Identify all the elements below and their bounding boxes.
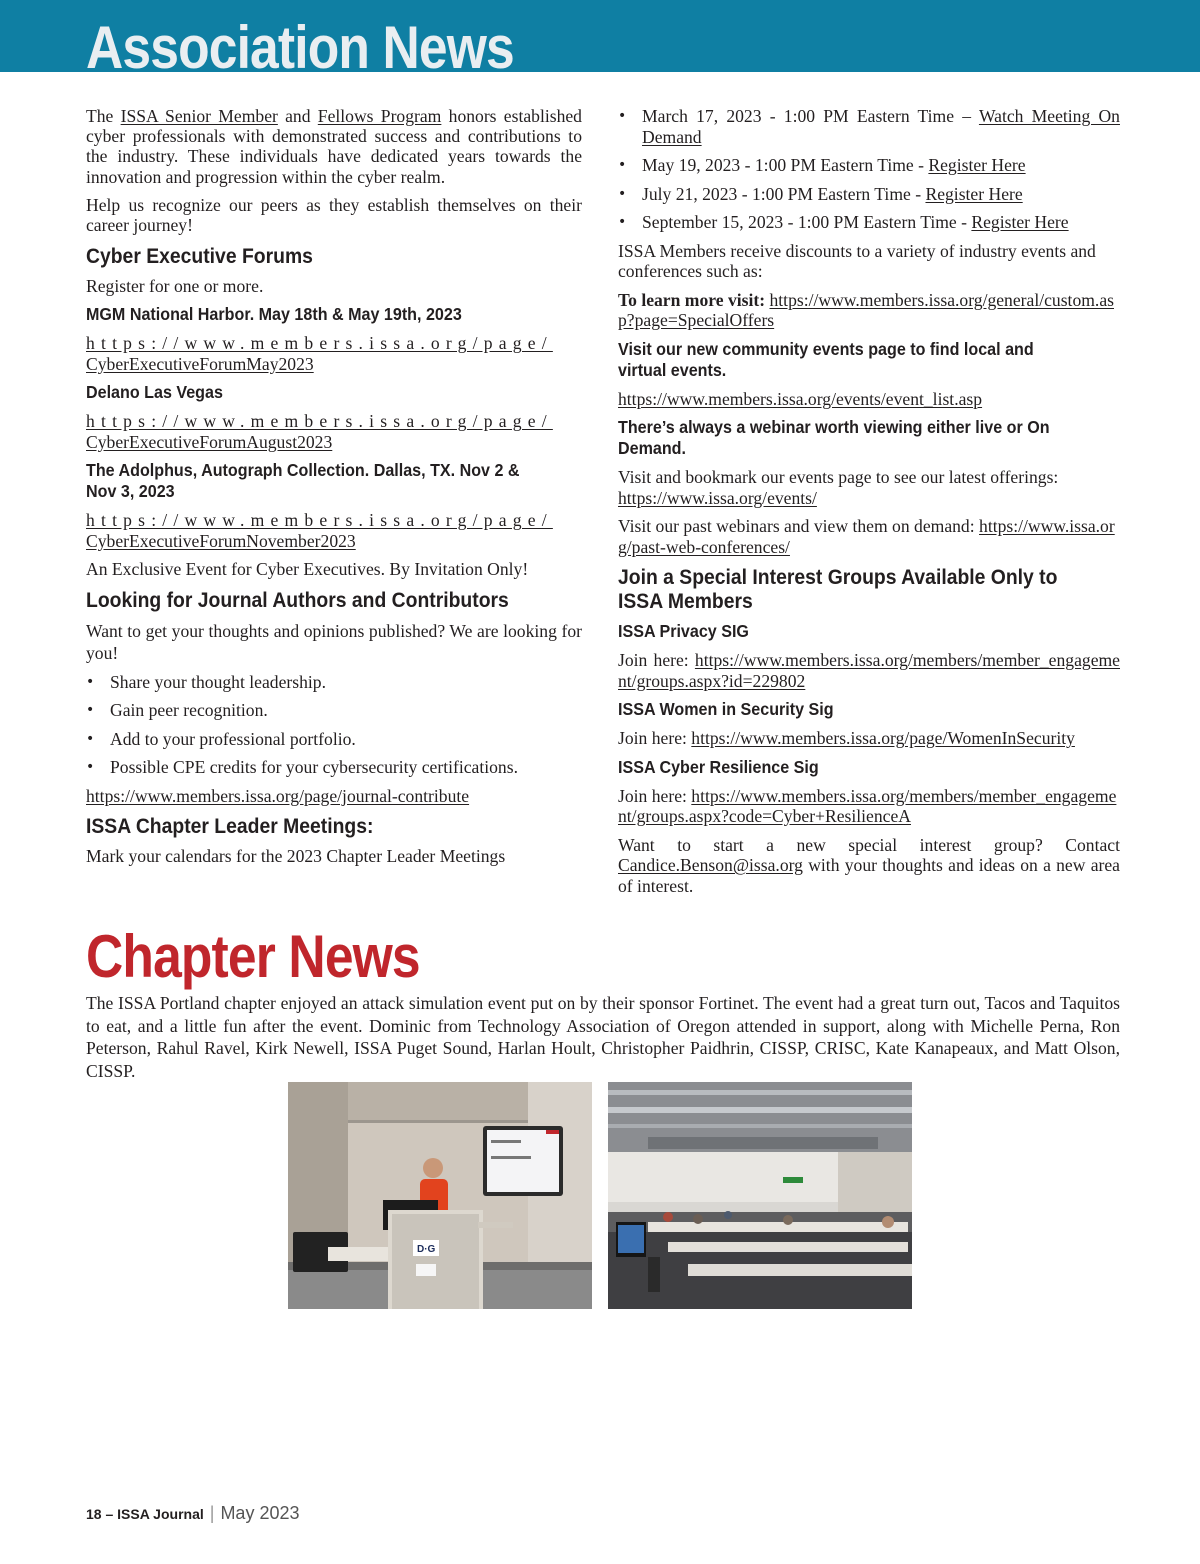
event2-link-block <box>86 411 582 452</box>
discounts-text: ISSA Members receive discounts to a variety of industry events and conferences such as: <box>618 240 1096 281</box>
classroom-photo <box>608 1082 912 1309</box>
register-here-link[interactable]: Register Here <box>928 155 1026 175</box>
event3-title: The Adolphus, Autograph Collection. Dallas, TX. Nov 2 & Nov 3, 2023 <box>86 460 520 502</box>
watch-meeting-link[interactable]: Watch Meeting On Demand <box>642 106 1120 147</box>
svg-text:D·G: D·G <box>417 1244 436 1255</box>
fellows-program-link[interactable]: Fellows Program <box>317 106 442 126</box>
journal-bullets <box>86 672 582 778</box>
journal-contribute-link[interactable]: https://www.members.issa.org/page/journal-contribute <box>86 785 470 806</box>
list-item: • July 21, 2023 - 1:00 PM Eastern Time - Register Here <box>618 184 1120 205</box>
journal-text: Want to get your thoughts and opinions published? We are looking for you! <box>86 620 582 663</box>
learn-more-line <box>618 290 1120 331</box>
privacy-sig-heading: ISSA Privacy SIG <box>618 621 749 641</box>
past-web-conferences-link[interactable]: https://www.issa.org/past-web-conferences/ <box>618 516 1115 557</box>
page-title: Association News <box>86 14 514 72</box>
list-item: • May 19, 2023 - 1:00 PM Eastern Time - Register Here <box>618 155 1120 176</box>
webinar-heading: There’s always a webinar worth viewing either live or On Demand. <box>618 417 1050 458</box>
event2-link-b[interactable]: CyberExecutiveForumAugust2023 <box>86 431 333 452</box>
forums-heading: Cyber Executive Forums <box>86 243 313 268</box>
event-list-link[interactable]: https://www.members.issa.org/events/event_list.asp <box>618 388 983 409</box>
women-in-security-link[interactable]: https://www.members.issa.org/page/WomenInSecurity <box>691 728 1075 748</box>
exclusive-text: An Exclusive Event for Cyber Executives. By Invitation Only! <box>86 559 529 580</box>
register-here-link[interactable]: Register Here <box>971 212 1069 232</box>
new-sig-paragraph: Want to start a new special interest group? Contact Candice.Benson@issa.org with your thoughts and ideas on a new area of interest. <box>618 834 1120 896</box>
intro-paragraph: The ISSA Senior Member and Fellows Program honors established cyber professionals with demonstrated success and contributions to the industry. These individuals have dedicated years towards the innovation and progression within the cyber realm. <box>86 106 582 187</box>
event2-link-a[interactable]: https://www.members.issa.org/page/ <box>86 411 553 432</box>
list-item: • September 15, 2023 - 1:00 PM Eastern Time - Register Here <box>618 212 1120 233</box>
right-column <box>618 106 1120 904</box>
event1-title: MGM National Harbor. May 18th & May 19th, 2023 <box>86 304 462 325</box>
event3-link-a[interactable]: https://www.members.issa.org/page/ <box>86 510 553 531</box>
event1-link-b[interactable]: CyberExecutiveForumMay2023 <box>86 353 314 374</box>
chapter-meetings-text: Mark your calendars for the 2023 Chapter Leader Meetings <box>86 846 506 867</box>
senior-member-link[interactable]: ISSA Senior Member <box>120 106 278 126</box>
bookmark-line: Visit and bookmark our events page to see our latest offerings: https://www.issa.org/events/ <box>618 467 1059 508</box>
women-sig-heading: ISSA Women in Security Sig <box>618 699 834 719</box>
community-heading: Visit our new community events page to find local and virtual events. <box>618 338 1034 380</box>
candice-email-link[interactable]: Candice.Benson@issa.org <box>618 855 803 875</box>
register-here-link[interactable]: Register Here <box>925 183 1023 204</box>
journal-heading: Looking for Journal Authors and Contributors <box>86 587 509 612</box>
chapter-meetings-heading: ISSA Chapter Leader Meetings: <box>86 814 374 839</box>
event3-link-b[interactable]: CyberExecutiveForumNovember2023 <box>86 530 356 551</box>
chapter-news-title: Chapter News <box>86 923 420 990</box>
women-join-line: Join here: https://www.members.issa.org/page/WomenInSecurity <box>618 728 1075 748</box>
presenter-photo <box>288 1082 592 1309</box>
chapter-news-section <box>86 922 1120 1082</box>
list-item: • Add to your professional portfolio. <box>86 729 582 750</box>
footer-separator: | <box>209 1503 215 1523</box>
community-link-line <box>618 389 1120 410</box>
forums-register-text: Register for one or more. <box>86 275 264 296</box>
journal-link-line <box>86 786 582 807</box>
cyber-resilience-link[interactable]: https://www.members.issa.org/members/member_engagement/groups.aspx?code=Cyber+ResilienceA <box>618 785 1117 826</box>
left-column <box>86 106 582 875</box>
list-item: • Gain peer recognition. <box>86 700 582 721</box>
page-footer <box>86 1503 300 1524</box>
list-item: • March 17, 2023 - 1:00 PM Eastern Time – Watch Meeting On Demand <box>618 106 1120 147</box>
help-paragraph: Help us recognize our peers as they establish themselves on their career journey! <box>86 194 582 236</box>
event1-link-a[interactable]: https://www.members.issa.org/page/ <box>86 333 553 354</box>
event3-link-block <box>86 510 582 551</box>
special-offers-link[interactable]: https://www.members.issa.org/general/custom.asp?page=SpecialOffers <box>618 289 1114 330</box>
list-item: • Possible CPE credits for your cybersecurity certifications. <box>86 757 582 778</box>
issue-date: May 2023 <box>220 1503 300 1523</box>
events-link[interactable]: https://www.issa.org/events/ <box>618 487 817 508</box>
chapter-news-body: The ISSA Portland chapter enjoyed an attack simulation event put on by their sponsor Fortinet. The event had a great turn out, Tacos and Taquitos to eat, and a little fun after the event. Dominic from Technology Association of Oregon attended in support, along with Michelle Perna, Ron Peterson, Rahul Ravel, Kirk Newell, ISSA Puget Sound, Harlan Hoult, Christopher Paidhrin, CISSP, CRISC, Kate Kanapeaux, and Matt Olson, CISSP. <box>86 993 1120 1081</box>
privacy-join-line: Join here: https://www.members.issa.org/members/member_engagement/groups.aspx?id=229802 <box>618 650 1120 691</box>
page-number: 18 – ISSA Journal <box>86 1506 204 1522</box>
cyber-sig-heading: ISSA Cyber Resilience Sig <box>618 756 819 777</box>
learn-more-label: To learn more visit: <box>618 289 766 310</box>
meetings-list <box>618 106 1120 233</box>
sig-heading: Join a Special Interest Groups Available Only to ISSA Members <box>618 565 1058 613</box>
cyber-join-line: Join here: https://www.members.issa.org/members/member_engagement/groups.aspx?code=Cyber+ResilienceA <box>618 785 1117 826</box>
list-item: • Share your thought leadership. <box>86 672 582 693</box>
privacy-sig-link[interactable]: https://www.members.issa.org/members/member_engagement/groups.aspx?id=229802 <box>618 650 1120 691</box>
event2-title: Delano Las Vegas <box>86 382 223 403</box>
event1-link-block <box>86 333 582 374</box>
header-banner <box>0 0 1200 72</box>
past-webinars-line: Visit our past webinars and view them on demand: https://www.issa.org/past-web-conferences/ <box>618 516 1115 557</box>
